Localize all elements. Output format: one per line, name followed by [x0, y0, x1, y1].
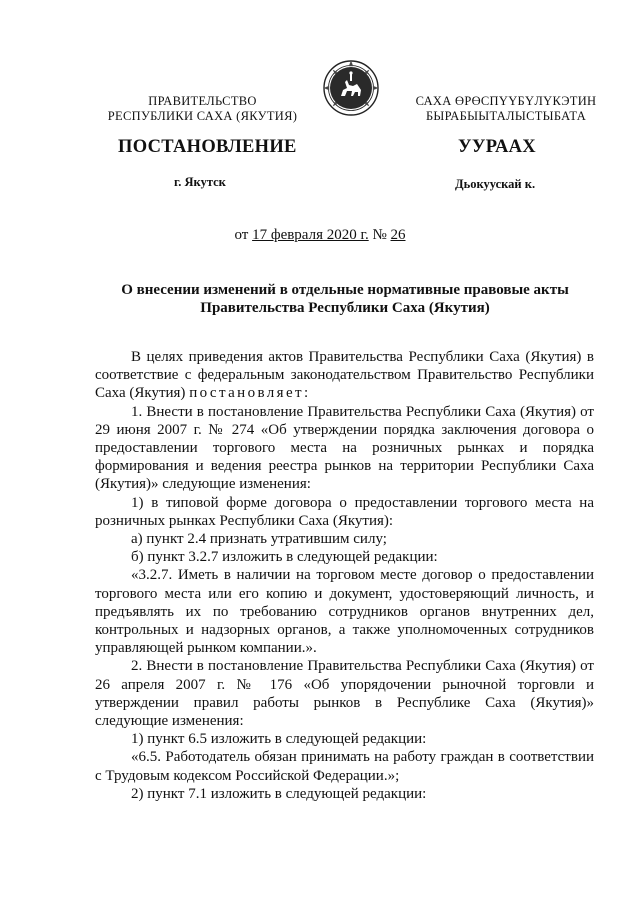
preamble-colon: :	[303, 385, 309, 402]
document-type-title-yakut: УУРААХ	[458, 137, 536, 157]
document-date: 17 февраля 2020 г.	[252, 227, 369, 243]
govt-name-line1: ПРАВИТЕЛЬСТВО	[148, 94, 257, 108]
preamble-text: В целях приведения актов Правительства Республики Саха (Якутия) в соответствие с федеральным законодательством Правительство Республики Саха (Якутия)	[95, 349, 594, 402]
heading-line2: Правительства Республики Саха (Якутия)	[200, 300, 490, 316]
paragraph-quote-3-2-7: «3.2.7. Иметь в наличии на торговом месте договор о предоставлении торгового места или его копию и документ, удостоверяющий личность, и предъявлять их по требованию сотрудников органов внутренних дел, контрольных и надзорных органов, а также уполномоченных сотрудников управляющей рынком компании.».	[95, 567, 594, 657]
govt-name-yakut-line1: САХА ӨРӨСПҮҮБҮЛҮКЭТИН	[415, 94, 597, 108]
date-prefix: от	[234, 227, 253, 243]
paragraph-item-1-1-b: б) пункт 3.2.7 изложить в следующей редакции:	[131, 549, 438, 566]
document-heading	[95, 281, 595, 317]
number-label: №	[368, 227, 391, 243]
paragraph-item-1-1: 1) в типовой форме договора о предоставлении торгового места на розничных рынках Республики Саха (Якутия):	[95, 494, 594, 529]
paragraph-quote-6-5: «6.5. Работодатель обязан принимать на работу граждан в соответствии с Трудовым кодексом Российской Федерации.»;	[95, 749, 594, 784]
header-right	[396, 94, 616, 124]
paragraph-item-1: 1. Внести в постановление Правительства Республики Саха (Якутия) от 29 июня 2007 г. № 274 «Об утверждении порядка заключения договора о предоставлении торгового места на розничных рынках и порядка формирования и ведения реестра рынков на территории Республики Саха (Якутия)» следующие изменения:	[95, 403, 594, 493]
govt-name-yakut-line2: БЫРАБЫЫТАЛЫСТЫБАТА	[425, 109, 587, 123]
document-number: 26	[390, 227, 406, 243]
paragraph-item-2: 2. Внести в постановление Правительства Республики Саха (Якутия) от 26 апреля 2007 г. № 176 «Об упорядочении рыночной торговли и утверждении правил работы рынков в Республике Саха (Якутия)» следующие изменения:	[95, 658, 594, 730]
paragraph-preamble	[95, 348, 594, 403]
header-left	[95, 94, 310, 124]
document-type-title: ПОСТАНОВЛЕНИЕ	[118, 137, 297, 157]
preamble-decree-word: постановляет	[189, 385, 304, 402]
heading-line1: О внесении изменений в отдельные нормативные правовые акты	[121, 282, 569, 298]
paragraph-item-2-2: 2) пункт 7.1 изложить в следующей редакции:	[131, 785, 427, 802]
city-name-yakut: Дьокуускай к.	[455, 177, 536, 191]
paragraph-item-1-1-a: а) пункт 2.4 признать утратившим силу;	[131, 531, 387, 548]
document-body	[95, 348, 594, 803]
date-line	[0, 227, 640, 244]
govt-name-line2: РЕСПУБЛИКИ САХА (ЯКУТИЯ)	[107, 109, 298, 123]
coat-of-arms-icon	[323, 60, 379, 116]
city-name: г. Якутск	[174, 175, 226, 189]
paragraph-item-2-1: 1) пункт 6.5 изложить в следующей редакции:	[131, 731, 427, 748]
